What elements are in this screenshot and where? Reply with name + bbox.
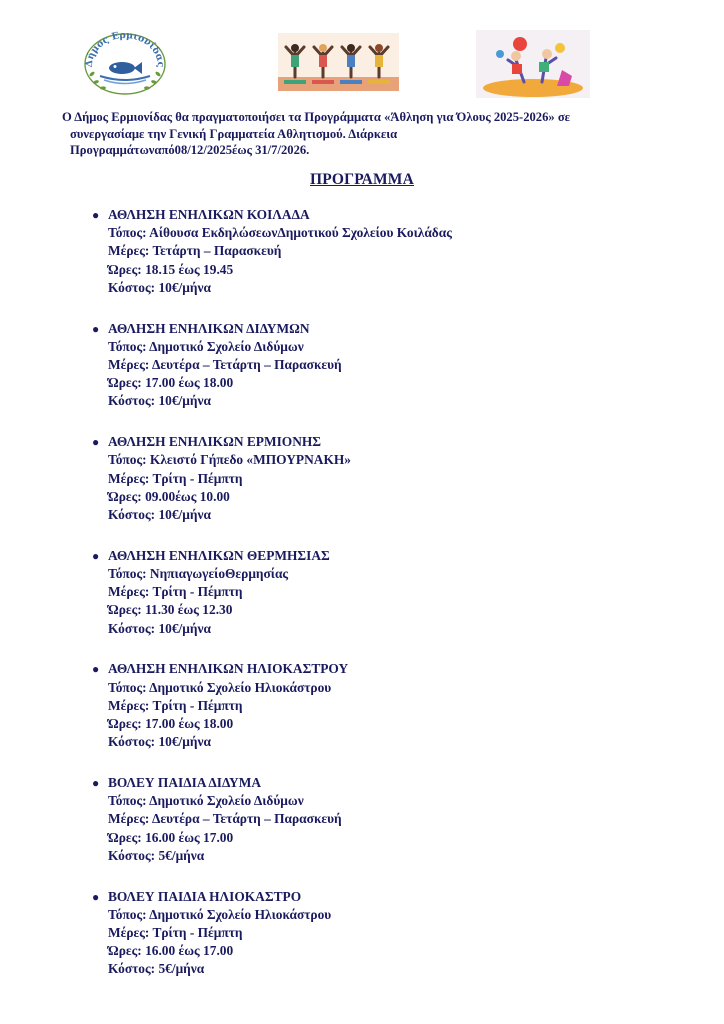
program-title: ΑΘΛΗΣΗ ΕΝΗΛΙΚΩΝ ΚΟΙΛΑΔΑ — [108, 207, 310, 222]
bullet-icon: ● — [92, 208, 100, 222]
program-days: Μέρες: Δευτέρα – Τετάρτη – Παρασκευή — [108, 811, 342, 827]
program-hours: Ώρες: 16.00 έως 17.00 — [108, 829, 234, 845]
program-cost: Κόστος: 10€/μήνα — [108, 734, 211, 750]
program-place: Τόπος: Δημοτικό Σχολείο Διδύμων — [108, 793, 304, 809]
program-hours: Ώρες: 17.00 έως 18.00 — [108, 375, 234, 391]
program-title: ΒΟΛΕΥ ΠΑΙΔΙΑ ΗΛΙΟΚΑΣΤΡΟ — [108, 888, 302, 904]
program-place: Τόπος: Δημοτικό Σχολείο Διδύμων — [108, 338, 304, 354]
program-days: Μέρες: Τετάρτη – Παρασκευή — [108, 243, 282, 259]
bullet-icon: ● — [92, 889, 100, 904]
intro-line: Προγραμμάτωναπό08/12/2025έως 31/7/2026. — [70, 143, 310, 157]
bullet-icon: ● — [92, 775, 100, 790]
program-title: ΑΘΛΗΣΗ ΕΝΗΛΙΚΩΝ ΗΛΙΟΚΑΣΤΡΟΥ — [108, 661, 349, 677]
municipality-logo — [78, 30, 172, 96]
intro-line: Ο Δήμος Ερμιονίδας θα πραγματοποιήσει τα Προγράμματα «Άθληση για Όλους 2025-2026» σε — [62, 110, 571, 124]
program-item — [92, 660, 692, 774]
program-title: ΑΘΛΗΣΗ ΕΝΗΛΙΚΩΝ ΘΕΡΜΗΣΙΑΣ — [108, 547, 330, 563]
program-cost: Κόστος: 10€/μήνα — [108, 393, 211, 409]
program-cost: Κόστος: 5€/μήνα — [108, 961, 205, 977]
bullet-icon: ● — [92, 548, 100, 563]
program-hours: Ώρες: 16.00 έως 17.00 — [108, 943, 234, 959]
program-item — [92, 774, 692, 888]
program-item — [92, 888, 692, 1002]
program-cost: Κόστος: 10€/μήνα — [108, 507, 211, 522]
program-days: Μέρες: Τρίτη - Πέμπτη — [108, 697, 243, 713]
kids-playing-illustration — [476, 30, 590, 98]
intro-line: συνεργασίαμε την Γενική Γραμματεία Αθλητισμού. Διάρκεια — [70, 126, 398, 141]
program-place: Τόπος: ΝηπιαγωγείοΘερμησίας — [108, 565, 289, 581]
program-days: Μέρες: Τρίτη - Πέμπτη — [108, 924, 243, 940]
logo-text: Δήμος Ερμιονίδας — [83, 30, 167, 68]
program-days: Μέρες: Τρίτη - Πέμπτη — [108, 584, 243, 600]
program-item — [92, 547, 692, 661]
bullet-icon: ● — [92, 662, 100, 677]
program-place: Τόπος: Αίθουσα ΕκδηλώσεωνΔημοτικού Σχολείου Κοιλάδας — [108, 225, 452, 241]
bullet-icon: ● — [92, 435, 100, 450]
program-item — [92, 320, 692, 434]
program-heading: ΠΡΟΓΡΑΜΜΑ — [309, 171, 415, 188]
program-list — [92, 206, 692, 1001]
program-hours: Ώρες: 17.00 έως 18.00 — [108, 715, 234, 731]
program-cost: Κόστος: 5€/μήνα — [108, 847, 205, 863]
program-title: ΑΘΛΗΣΗ ΕΝΗΛΙΚΩΝ ΔΙΔΥΜΩΝ — [108, 320, 310, 336]
program-item — [92, 433, 692, 547]
program-cost: Κόστος: 10€/μήνα — [108, 279, 211, 295]
yoga-group-illustration — [278, 33, 399, 91]
program-cost: Κόστος: 10€/μήνα — [108, 620, 211, 636]
program-hours: Ώρες: 18.15 έως 19.45 — [108, 261, 234, 277]
program-title: ΑΘΛΗΣΗ ΕΝΗΛΙΚΩΝ ΕΡΜΙΟΝΗΣ — [108, 434, 322, 450]
program-hours: Ώρες: 11.30 έως 12.30 — [108, 602, 233, 618]
program-place: Τόπος: Δημοτικό Σχολείο Ηλιοκάστρου — [108, 906, 332, 922]
program-place: Τόπος: Κλειστό Γήπεδο «ΜΠΟΥΡΝΑΚΗ» — [108, 452, 351, 468]
program-days: Μέρες: Τρίτη - Πέμπτη — [108, 470, 243, 486]
program-title: ΒΟΛΕΥ ΠΑΙΔΙΑ ΔΙΔΥΜΑ — [108, 774, 262, 790]
program-hours: Ώρες: 09.00έως 10.00 — [108, 488, 230, 504]
bullet-icon: ● — [92, 321, 100, 336]
intro-paragraph — [62, 109, 662, 159]
program-place: Τόπος: Δημοτικό Σχολείο Ηλιοκάστρου — [108, 679, 332, 695]
program-item — [92, 206, 692, 320]
program-days: Μέρες: Δευτέρα – Τετάρτη – Παρασκευή — [108, 357, 342, 372]
